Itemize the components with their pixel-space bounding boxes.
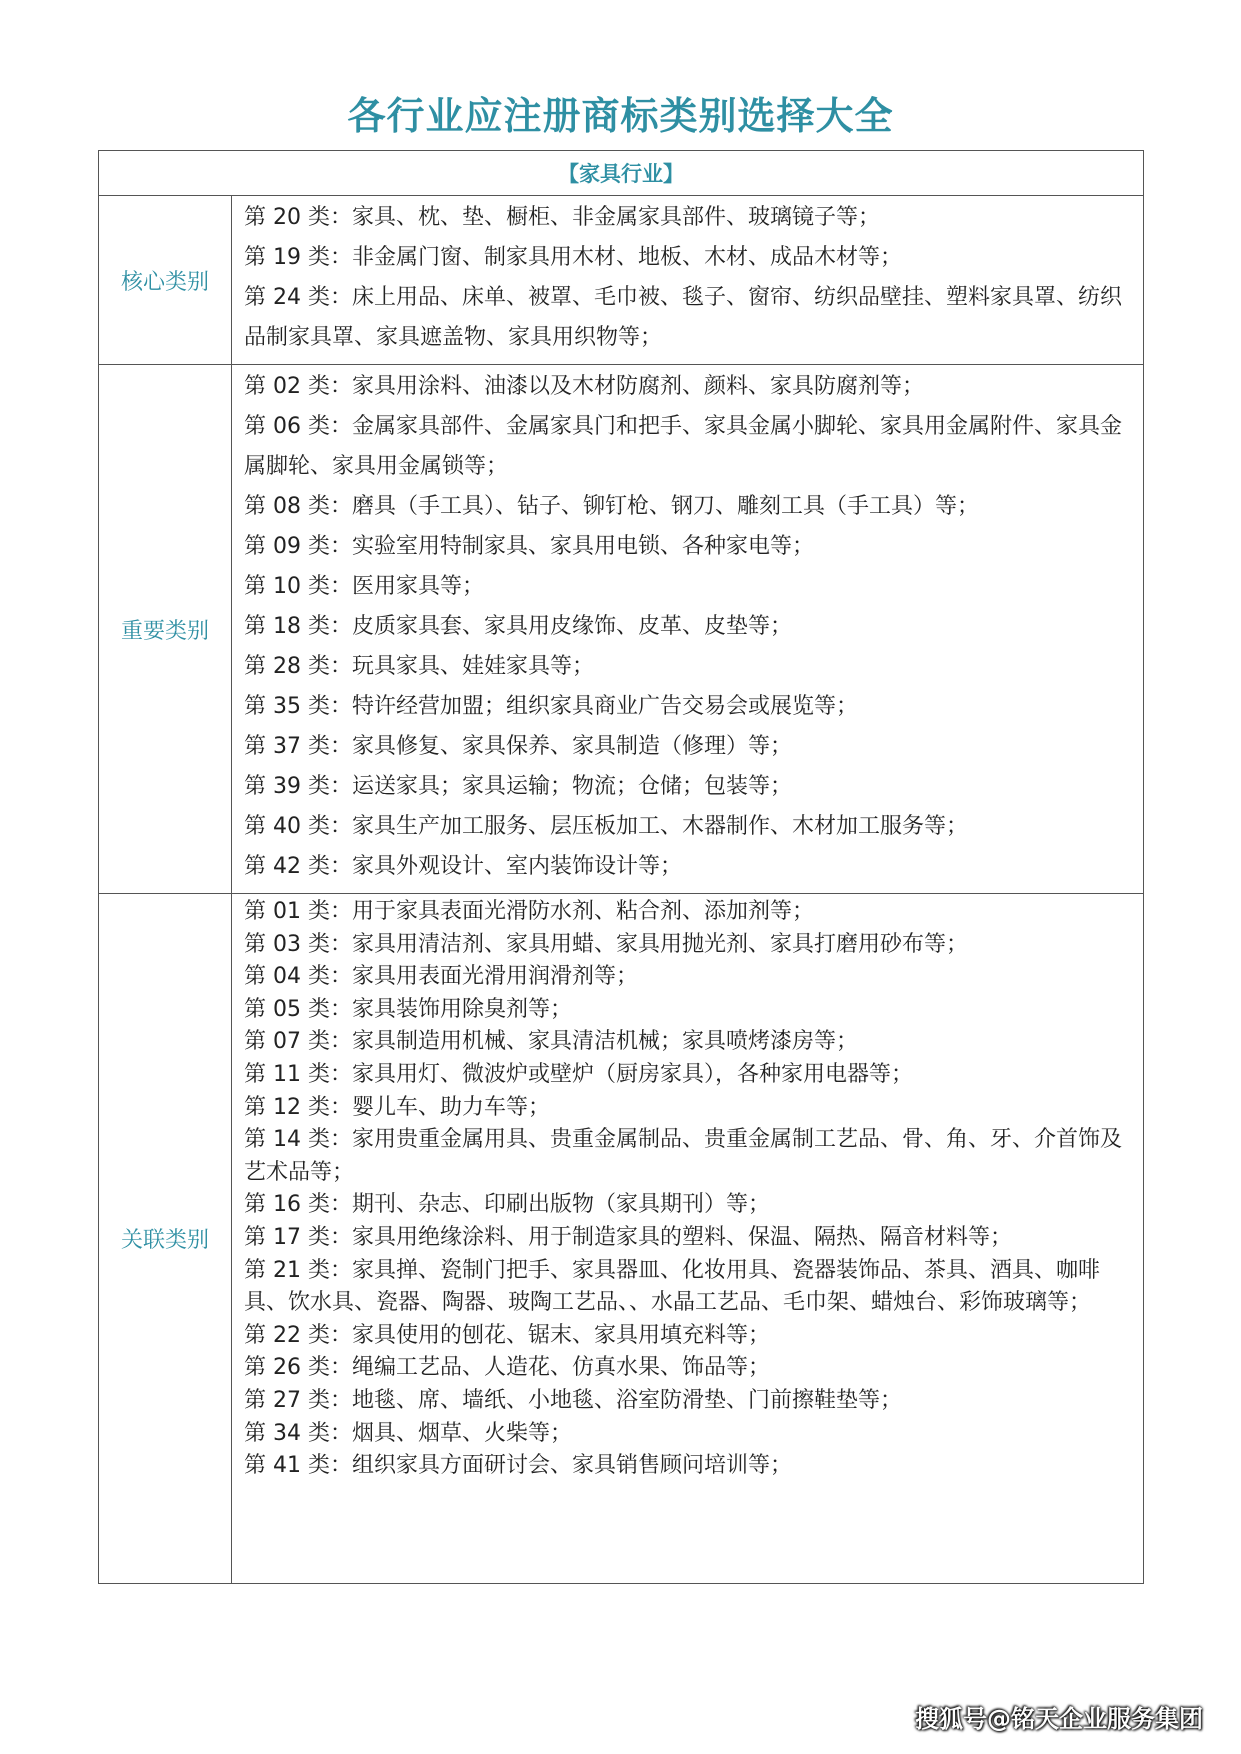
group-row-important xyxy=(99,365,1144,894)
category-item: 第 37 类：家具修复、家具保养、家具制造（修理）等； xyxy=(244,734,792,759)
category-table xyxy=(98,150,1144,1584)
group-items-related xyxy=(232,894,1144,1584)
category-item: 第 05 类：家具装饰用除臭剂等； xyxy=(244,996,572,1022)
category-item: 第 11 类：家具用灯、微波炉或壁炉（厨房家具），各种家用电器等； xyxy=(244,1061,913,1087)
group-label-related: 关联类别 xyxy=(99,894,232,1584)
category-item: 第 40 类：家具生产加工服务、层压板加工、木器制作、木材加工服务等； xyxy=(244,814,968,839)
category-item: 第 10 类：医用家具等； xyxy=(244,574,484,599)
category-item: 第 01 类：用于家具表面光滑防水剂、粘合剂、添加剂等； xyxy=(244,899,814,924)
category-item: 第 42 类：家具外观设计、室内装饰设计等； xyxy=(244,854,682,879)
group-label-core: 核心类别 xyxy=(99,196,232,365)
category-item: 第 02 类：家具用涂料、油漆以及木材防腐剂、颜料、家具防腐剂等； xyxy=(244,374,924,399)
group-label-important: 重要类别 xyxy=(99,365,232,894)
category-item: 第 35 类：特许经营加盟；组织家具商业广告交易会或展览等； xyxy=(244,694,858,719)
category-item: 第 19 类：非金属门窗、制家具用木材、地板、木材、成品木材等； xyxy=(244,245,902,270)
category-item: 第 34 类：烟具、烟草、火柴等； xyxy=(244,1420,572,1446)
industry-header-row xyxy=(99,151,1144,196)
category-item: 第 39 类：运送家具；家具运输；物流；仓储；包装等； xyxy=(244,774,792,799)
category-item: 第 17 类：家具用绝缘涂料、用于制造家具的塑料、保温、隔热、隔音材料等； xyxy=(244,1224,1012,1250)
group-items-important xyxy=(232,365,1144,894)
category-item: 第 20 类：家具、枕、垫、橱柜、非金属家具部件、玻璃镜子等； xyxy=(244,205,880,230)
industry-header: 【家具行业】 xyxy=(99,151,1144,196)
category-item: 第 03 类：家具用清洁剂、家具用蜡、家具用抛光剂、家具打磨用砂布等； xyxy=(244,931,968,957)
category-item: 第 09 类：实验室用特制家具、家具用电锁、各种家电等； xyxy=(244,534,814,559)
group-row-related xyxy=(99,894,1144,1584)
category-item: 第 14 类：家用贵重金属用具、贵重金属制品、贵重金属制工艺品、骨、角、牙、介首饰及艺术品等； xyxy=(244,1127,1122,1185)
category-item: 第 18 类：皮质家具套、家具用皮缘饰、皮革、皮垫等； xyxy=(244,614,792,639)
group-row-core xyxy=(99,196,1144,365)
category-item: 第 41 类：组织家具方面研讨会、家具销售顾问培训等； xyxy=(244,1453,792,1479)
category-item: 第 08 类：磨具（手工具）、钻子、铆钉枪、钢刀、雕刻工具（手工具）等； xyxy=(244,494,979,519)
category-item: 第 12 类：婴儿车、助力车等； xyxy=(244,1094,550,1120)
category-item: 第 26 类：绳编工艺品、人造花、仿真水果、饰品等； xyxy=(244,1355,770,1381)
watermark: 搜狐号@铭天企业服务集团 xyxy=(915,1705,1203,1733)
category-item: 第 04 类：家具用表面光滑用润滑剂等； xyxy=(244,964,638,990)
category-item: 第 28 类：玩具家具、娃娃家具等； xyxy=(244,654,594,679)
category-item: 第 06 类：金属家具部件、金属家具门和把手、家具金属小脚轮、家具用金属附件、家具金属脚轮、家具用金属锁等； xyxy=(244,414,1122,479)
page-title: 各行业应注册商标类别选择大全 xyxy=(347,94,894,138)
group-items-core xyxy=(232,196,1144,365)
category-item: 第 07 类：家具制造用机械、家具清洁机械；家具喷烤漆房等； xyxy=(244,1029,858,1055)
category-item: 第 27 类：地毯、席、墙纸、小地毯、浴室防滑垫、门前擦鞋垫等； xyxy=(244,1387,902,1413)
category-item: 第 21 类：家具掸、瓷制门把手、家具器皿、化妆用具、瓷器装饰品、茶具、酒具、咖啡具、饮水具、瓷器、陶器、玻陶工艺品、、水晶工艺品、毛巾架、蜡烛台、彩饰玻璃等； xyxy=(244,1257,1100,1316)
category-item: 第 22 类：家具使用的刨花、锯末、家具用填充料等； xyxy=(244,1322,770,1348)
category-item: 第 16 类：期刊、杂志、印刷出版物（家具期刊）等； xyxy=(244,1192,770,1218)
category-item: 第 24 类：床上用品、床单、被罩、毛巾被、毯子、窗帘、纺织品壁挂、塑料家具罩、纺织品制家具罩、家具遮盖物、家具用织物等； xyxy=(244,285,1122,350)
